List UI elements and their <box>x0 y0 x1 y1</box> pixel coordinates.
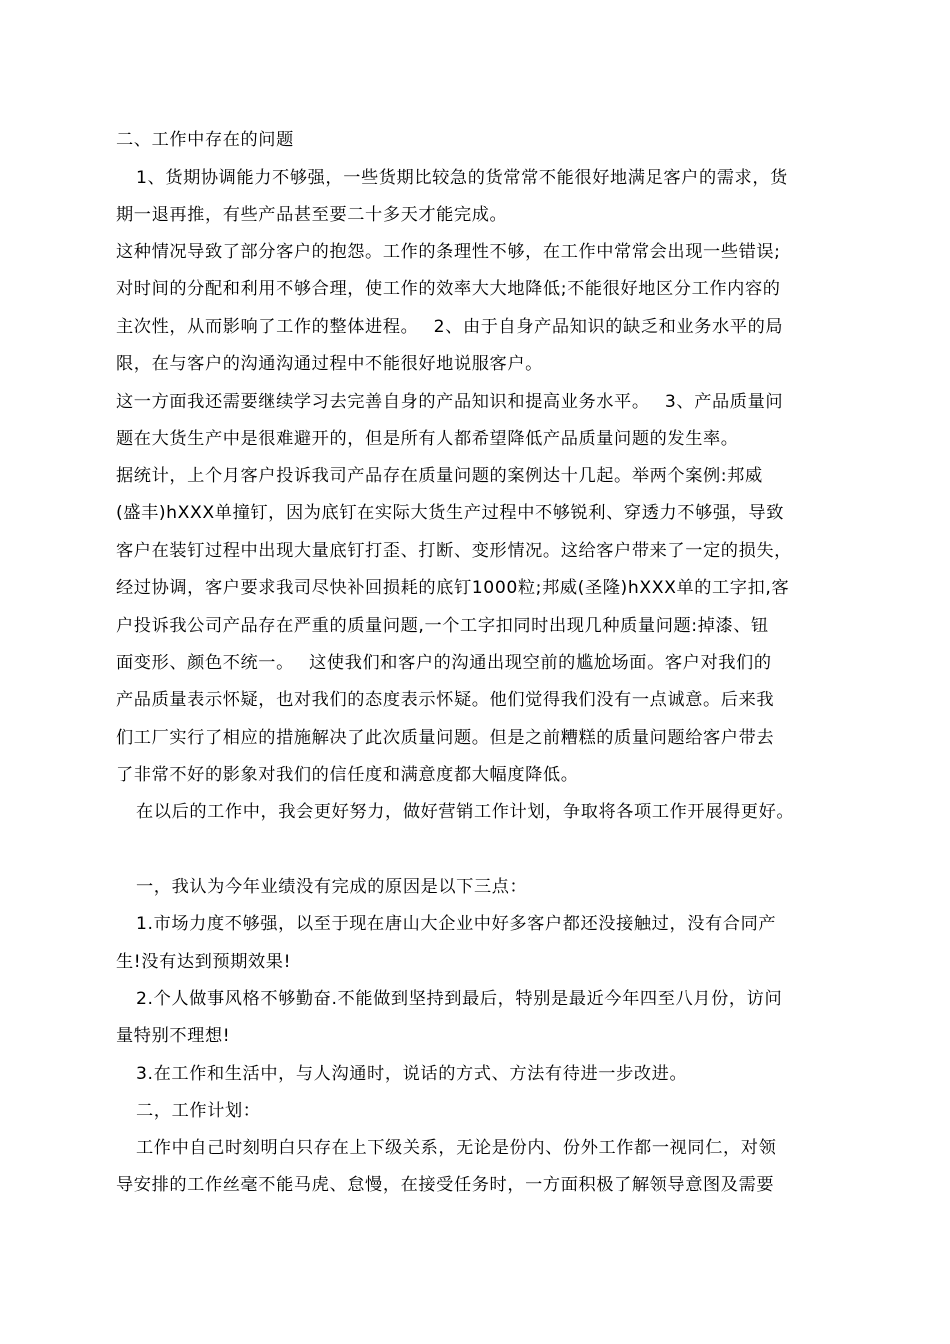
section-heading-problems: 二、工作中存在的问题 <box>116 130 294 150</box>
paragraph-line: 1、货期协调能力不够强，一些货期比较急的货常常不能很好地满足客户的需求，货 <box>136 168 788 188</box>
paragraph-line: 期一退再推，有些产品甚至要二十多天才能完成。 <box>116 205 508 225</box>
paragraph-line: 对时间的分配和利用不够合理，使工作的效率大大地降低;不能很好地区分工作内容的 <box>116 279 781 299</box>
paragraph-line: 导安排的工作丝毫不能马虎、怠慢，在接受任务时，一方面积极了解领导意图及需要 <box>116 1175 775 1195</box>
paragraph-line: 这一方面我还需要继续学习去完善自身的产品知识和提高业务水平。 3、产品质量问 <box>116 392 784 412</box>
paragraph-line: 了非常不好的影象对我们的信任度和满意度都大幅度降低。 <box>116 765 579 785</box>
list-item-line: 生!没有达到预期效果! <box>116 952 292 972</box>
paragraph-line: 产品质量表示怀疑，也对我们的态度表示怀疑。他们觉得我们没有一点诚意。后来我 <box>116 690 775 710</box>
paragraph-line: 工作中自己时刻明白只存在上下级关系，无论是份内、份外工作都一视同仁，对领 <box>136 1138 777 1158</box>
list-item-line: 2.个人做事风格不够勤奋.不能做到坚持到最后，特别是最近今年四至八月份，访问 <box>136 989 783 1009</box>
paragraph-line: 经过协调，客户要求我司尽快补回损耗的底钉1000粒;邦威(圣隆)hXXX单的工字扣,客 <box>116 578 790 598</box>
list-item-line: 1.市场力度不够强，以至于现在唐山大企业中好多客户都还没接触过，没有合同产 <box>136 914 777 934</box>
paragraph-line: 据统计，上个月客户投诉我司产品存在质量问题的案例达十几起。举两个案例:邦威 <box>116 466 763 486</box>
list-item-line: 3.在工作和生活中，与人沟通时，说话的方式、方法有待进一步改进。 <box>136 1064 688 1084</box>
paragraph-line: 们工厂实行了相应的措施解决了此次质量问题。但是之前糟糕的质量问题给客户带去 <box>116 728 775 748</box>
paragraph-line: 题在大货生产中是很难避开的，但是所有人都希望降低产品质量问题的发生率。 <box>116 429 739 449</box>
section-heading-plan: 二，工作计划： <box>136 1101 261 1121</box>
paragraph-line: 面变形、颜色不统一。 这使我们和客户的沟通出现空前的尴尬场面。客户对我们的 <box>116 653 772 673</box>
list-item-line: 量特别不理想! <box>116 1026 231 1046</box>
paragraph-line: 在以后的工作中，我会更好努力，做好营销工作计划，争取将各项工作开展得更好。 <box>136 802 795 822</box>
paragraph-line: (盛丰)hXXX单撞钉，因为底钉在实际大货生产过程中不够锐利、穿透力不够强，导致 <box>116 503 785 523</box>
paragraph-line: 限，在与客户的沟通沟通过程中不能很好地说服客户。 <box>116 354 543 374</box>
section-heading-reasons: 一，我认为今年业绩没有完成的原因是以下三点： <box>136 877 528 897</box>
paragraph-line: 客户在装钉过程中出现大量底钉打歪、打断、变形情况。这给客户带来了一定的损失， <box>116 541 792 561</box>
paragraph-line: 这种情况导致了部分客户的抱怨。工作的条理性不够，在工作中常常会出现一些错误; <box>116 242 781 262</box>
paragraph-line: 户投诉我公司产品存在严重的质量问题,一个工字扣同时出现几种质量问题:掉漆、钮 <box>116 616 769 636</box>
paragraph-line: 主次性，从而影响了工作的整体进程。 2、由于自身产品知识的缺乏和业务水平的局 <box>116 317 784 337</box>
